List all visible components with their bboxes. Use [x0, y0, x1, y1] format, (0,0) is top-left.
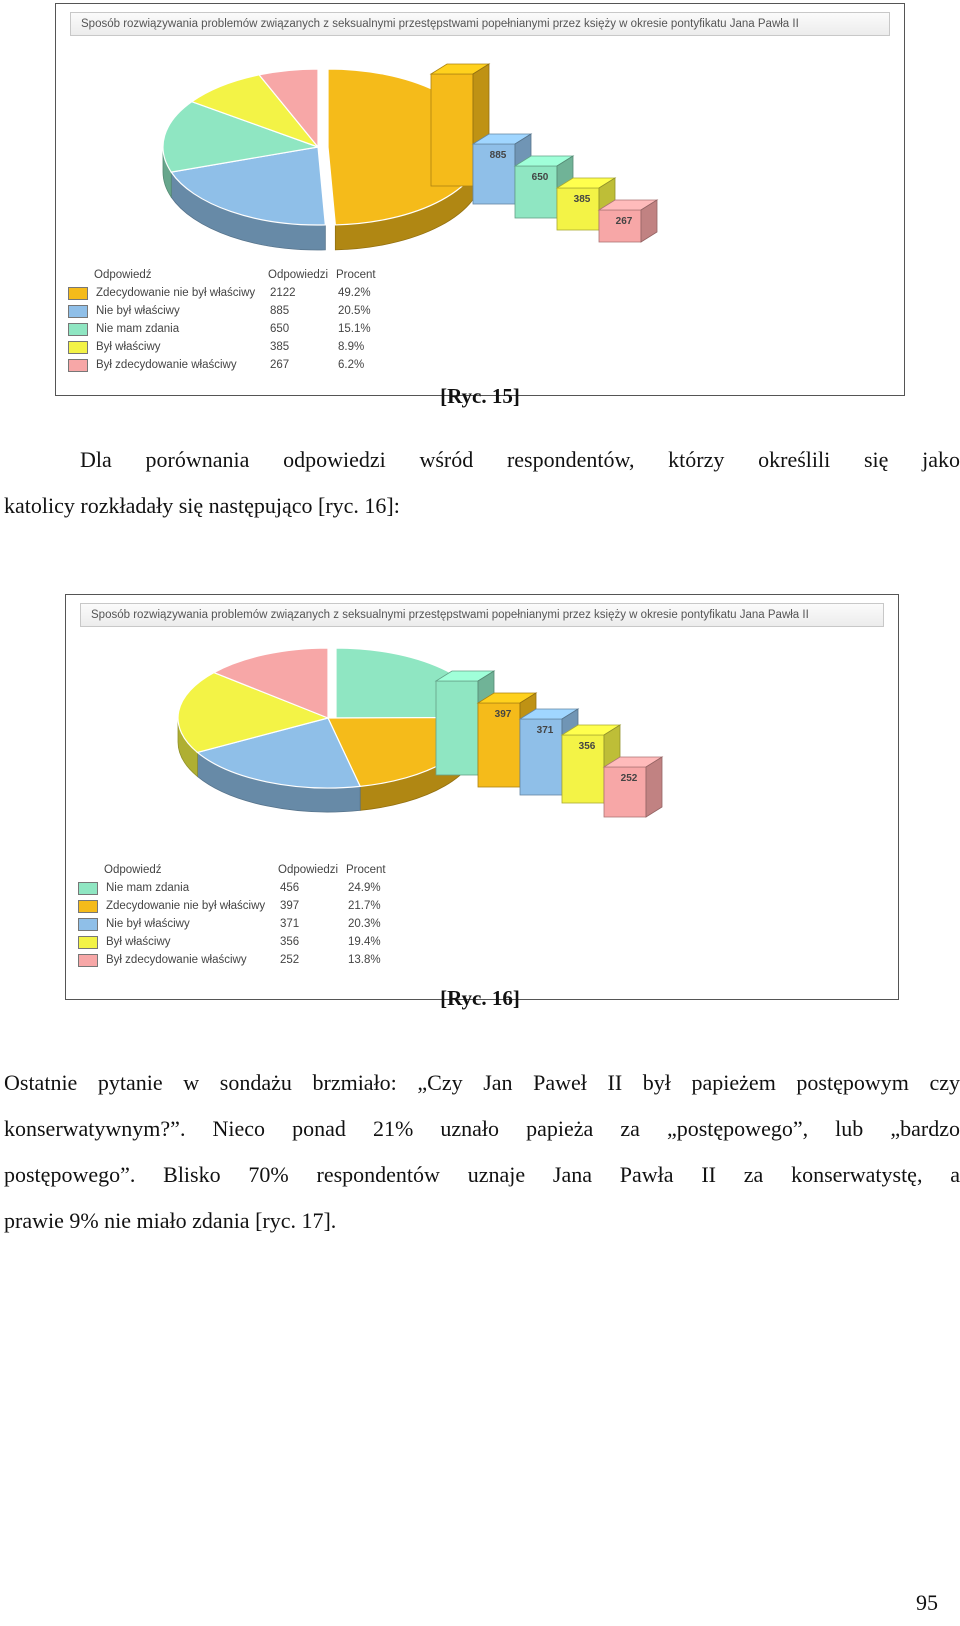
bar-value-label: 650	[531, 172, 549, 183]
legend-percent: 8.9%	[338, 341, 365, 353]
legend-count: 252	[280, 954, 300, 966]
legend-swatch	[68, 323, 88, 336]
paragraph-line: postępowego”. Blisko 70% respondentów uznaje Jana Pawła II za konserwatystę, a	[4, 1162, 960, 1187]
bar-value-label: 397	[494, 709, 512, 720]
legend-swatch	[78, 882, 98, 895]
legend-count: 650	[270, 323, 290, 335]
legend-percent: 13.8%	[348, 954, 381, 966]
bar-chart	[436, 671, 662, 817]
legend-swatch	[78, 954, 98, 967]
legend-label: Był właściwy	[96, 341, 161, 353]
legend-row	[68, 320, 398, 338]
legend-row	[68, 338, 398, 356]
legend-count: 356	[280, 936, 300, 948]
legend-header-percent: Procent	[336, 269, 376, 281]
figure-caption: [Ryc. 15]	[440, 384, 520, 408]
figure-caption: [Ryc. 16]	[440, 986, 520, 1010]
legend-swatch	[78, 936, 98, 949]
chart-legend	[68, 266, 398, 374]
legend-row	[78, 915, 408, 933]
legend-count: 456	[280, 882, 300, 894]
bar-value-label: 885	[489, 150, 507, 161]
legend-swatch	[78, 918, 98, 931]
page-number: 95	[916, 1590, 938, 1615]
bar	[431, 74, 473, 186]
legend-row	[78, 879, 408, 897]
legend-count: 397	[280, 900, 300, 912]
chart-title: Sposób rozwiązywania problemów związanych z seksualnymi przestępstwami popełnianymi przez księży w okresie pontyfikatu Jana Pawła II	[70, 12, 890, 36]
legend-swatch	[68, 341, 88, 354]
legend-percent: 49.2%	[338, 287, 371, 299]
paragraph-line: Ostatnie pytanie w sondażu brzmiało: „Czy Jan Paweł II był papieżem postępowym czy	[4, 1070, 960, 1095]
figure-ryc-15	[55, 3, 905, 396]
legend-row	[78, 951, 408, 969]
legend-percent: 6.2%	[338, 359, 365, 371]
legend-label: Nie mam zdania	[96, 323, 180, 335]
paragraph-2	[4, 1060, 960, 1244]
chart-legend	[78, 861, 408, 969]
legend-label: Nie był właściwy	[96, 305, 180, 317]
bar-value-label: 371	[536, 725, 554, 736]
figure-ryc-16	[65, 594, 899, 1000]
legend-row	[68, 284, 398, 302]
legend-header-count: Odpowiedzi	[278, 864, 339, 876]
legend-percent: 15.1%	[338, 323, 371, 335]
legend-swatch	[68, 287, 88, 300]
legend-header-answer: Odpowiedź	[94, 269, 152, 281]
legend-count: 267	[270, 359, 290, 371]
legend-count: 2122	[270, 287, 296, 299]
legend-row	[68, 302, 398, 320]
bar	[436, 681, 478, 775]
legend-label: Był właściwy	[106, 936, 171, 948]
legend-percent: 21.7%	[348, 900, 381, 912]
bar-chart	[431, 64, 657, 242]
legend-header	[68, 266, 398, 284]
legend-label: Nie był właściwy	[106, 918, 190, 930]
bar-value-label: 356	[578, 741, 596, 752]
legend-percent: 20.5%	[338, 305, 371, 317]
legend-count: 371	[280, 918, 300, 930]
bar-value-label: 267	[615, 216, 633, 227]
paragraph-1	[4, 437, 960, 529]
legend-swatch	[68, 359, 88, 372]
paragraph-line: Dla porównania odpowiedzi wśród respondentów, którzy określili się jako	[80, 447, 960, 472]
legend-row	[78, 933, 408, 951]
legend-count: 385	[270, 341, 290, 353]
legend-label: Był zdecydowanie właściwy	[106, 954, 247, 966]
paragraph-line: katolicy rozkładały się następująco [ryc. 16]:	[4, 493, 400, 518]
legend-swatch	[68, 305, 88, 318]
legend-header	[78, 861, 408, 879]
legend-label: Zdecydowanie nie był właściwy	[106, 900, 266, 912]
paragraph-line: konserwatywnym?”. Nieco ponad 21% uznało papieża za „postępowego”, lub „bardzo	[4, 1116, 960, 1141]
legend-swatch	[78, 900, 98, 913]
bar-side	[646, 757, 662, 817]
legend-header-percent: Procent	[346, 864, 386, 876]
legend-percent: 19.4%	[348, 936, 381, 948]
bar-value-label: 252	[620, 773, 638, 784]
legend-percent: 20.3%	[348, 918, 381, 930]
legend-count: 885	[270, 305, 290, 317]
legend-row	[78, 897, 408, 915]
paragraph-line: prawie 9% nie miało zdania [ryc. 17].	[4, 1208, 337, 1233]
bar-value-label: 385	[573, 194, 591, 205]
chart-title: Sposób rozwiązywania problemów związanych z seksualnymi przestępstwami popełnianymi przez księży w okresie pontyfikatu Jana Pawła II	[80, 603, 884, 627]
legend-label: Zdecydowanie nie był właściwy	[96, 287, 256, 299]
legend-header-count: Odpowiedzi	[268, 269, 329, 281]
legend-label: Był zdecydowanie właściwy	[96, 359, 237, 371]
legend-percent: 24.9%	[348, 882, 381, 894]
legend-header-answer: Odpowiedź	[104, 864, 162, 876]
legend-row	[68, 356, 398, 374]
legend-label: Nie mam zdania	[106, 882, 190, 894]
